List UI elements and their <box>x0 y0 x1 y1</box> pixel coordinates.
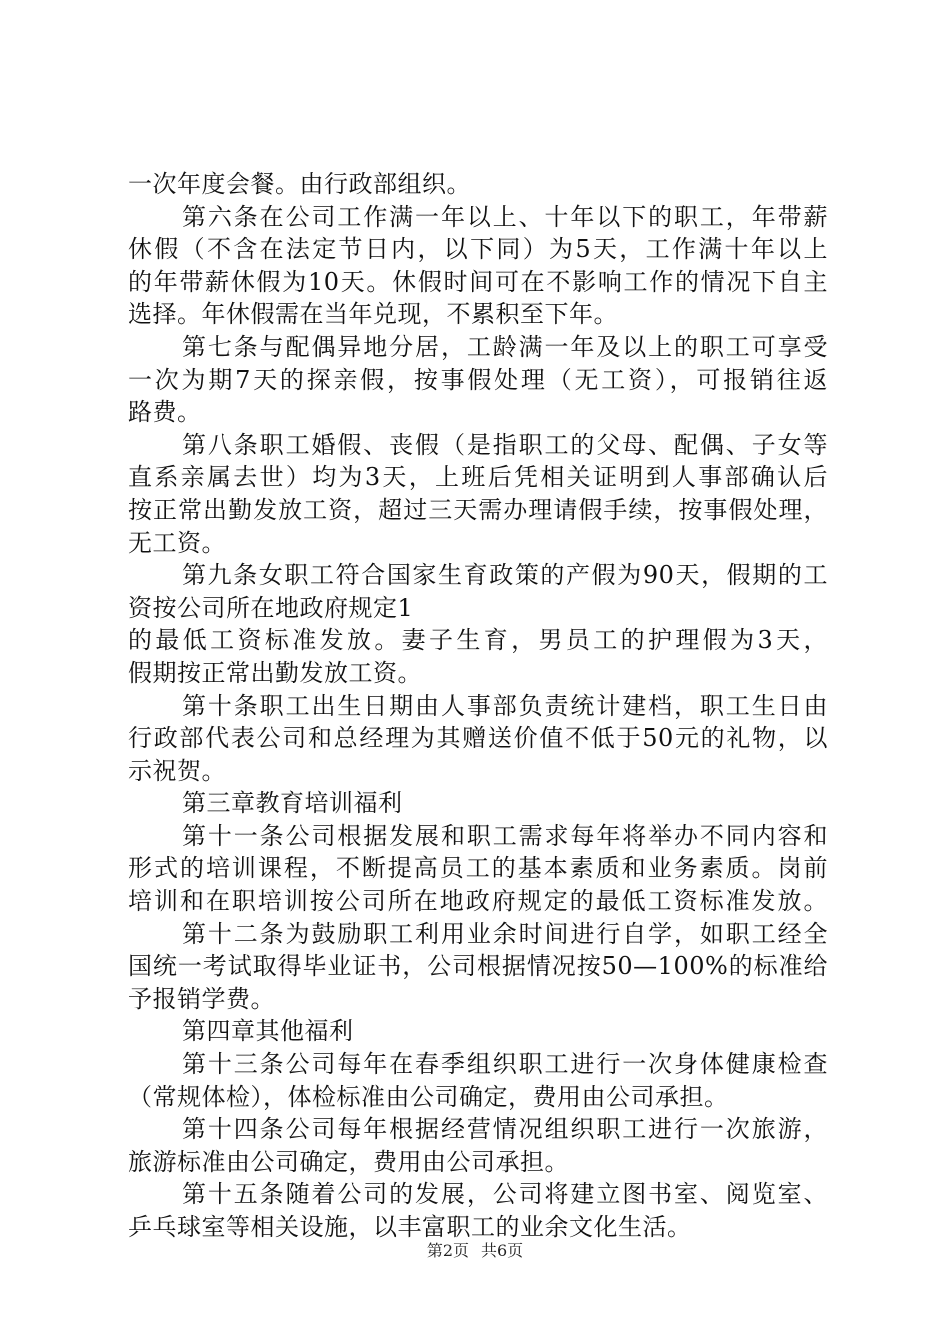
text-line: 予报销学费。 <box>128 984 275 1013</box>
text-line: 第十五条随着公司的发展，公司将建立图书室、阅览室、 <box>182 1180 828 1209</box>
text-line: （常规体检），体检标准由公司确定，费用由公司承担。 <box>128 1082 729 1111</box>
text-line: 选择。年休假需在当年兑现，不累积至下年。 <box>128 300 618 329</box>
text-line: 的最低工资标准发放。妻子生育，男员工的护理假为3天， <box>128 626 828 655</box>
text-line: 按正常出勤发放工资，超过三天需办理请假手续，按事假处理， <box>128 495 828 524</box>
text-line: 乒乓球室等相关设施，以丰富职工的业余文化生活。 <box>128 1213 692 1241</box>
text-line: 第九条女职工符合国家生育政策的产假为90天，假期的工 <box>182 561 828 590</box>
text-line: 第十一条公司根据发展和职工需求每年将举办不同内容和 <box>182 821 828 850</box>
text-line: 第十三条公司每年在春季组织职工进行一次身体健康检查 <box>182 1050 828 1079</box>
text-line: 示祝贺。 <box>128 756 226 785</box>
text-line: 第六条在公司工作满一年以上、十年以下的职工，年带薪 <box>182 202 828 231</box>
text-line: 旅游标准由公司确定，费用由公司承担。 <box>128 1147 569 1176</box>
text-line: 形式的培训课程，不断提高员工的基本素质和业务素质。岗前 <box>128 854 828 883</box>
text-line: 直系亲属去世）均为3天，上班后凭相关证明到人事部确认后 <box>128 463 828 492</box>
text-line: 的年带薪休假为10天。休假时间可在不影响工作的情况下自主 <box>128 267 828 296</box>
text-line: 第三章教育培训福利 <box>182 789 403 818</box>
text-line: 休假（不含在法定节日内，以下同）为5天，工作满十年以上 <box>128 235 828 264</box>
text-line: 第八条职工婚假、丧假（是指职工的父母、配偶、子女等 <box>182 430 828 459</box>
text-line: 一次年度会餐。由行政部组织。 <box>128 170 471 198</box>
text-line: 无工资。 <box>128 528 226 557</box>
text-line: 路费。 <box>128 398 202 427</box>
text-line: 第十条职工出生日期由人事部负责统计建档，职工生日由 <box>182 691 828 720</box>
text-line: 第十二条为鼓励职工利用业余时间进行自学，如职工经全 <box>182 919 828 948</box>
text-line: 资按公司所在地政府规定1 <box>128 593 414 622</box>
text-line: 行政部代表公司和总经理为其赠送价值不低于50元的礼物，以 <box>128 724 828 753</box>
page-number: 第2页 <box>426 1241 469 1260</box>
text-line: 第四章其他福利 <box>182 1017 354 1046</box>
text-line: 国统一考试取得毕业证书，公司根据情况按50—100%的标准给 <box>128 952 828 981</box>
text-line: 培训和在职培训按公司所在地政府规定的最低工资标准发放。 <box>128 887 828 916</box>
document-body <box>128 168 828 1244</box>
text-line: 第十四条公司每年根据经营情况组织职工进行一次旅游， <box>182 1115 828 1144</box>
page-footer <box>0 1240 950 1262</box>
text-line: 假期按正常出勤发放工资。 <box>128 658 422 687</box>
text-line: 第七条与配偶异地分居，工龄满一年及以上的职工可享受 <box>182 332 828 361</box>
page-total: 共6页 <box>481 1241 524 1260</box>
text-line: 一次为期7天的探亲假，按事假处理（无工资），可报销往返 <box>128 365 828 394</box>
